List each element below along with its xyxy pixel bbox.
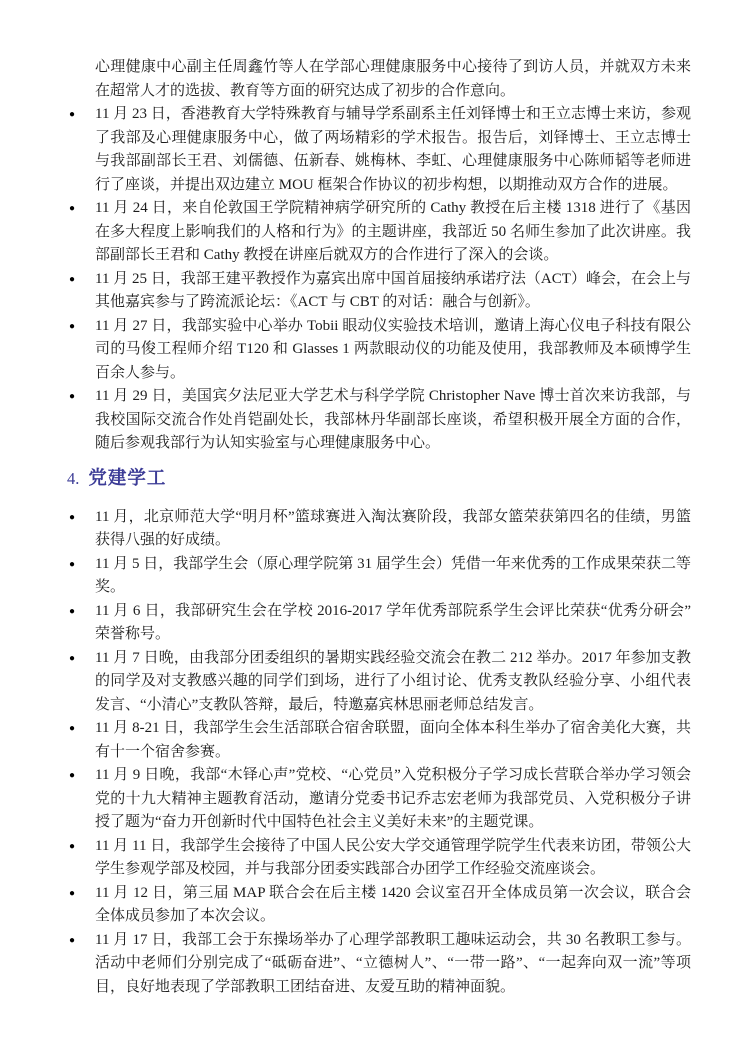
events-list-party [95, 506, 691, 1000]
event-item: ● 11 月 25 日，我部王建平教授作为嘉宾出席中国首届接纳承诺疗法（ACT）峰会，在会上与其他嘉宾参与了跨流派论坛：《ACT 与 CBT 的对话：融合与创新》。 [95, 268, 691, 315]
event-item: ● 11 月 12 日，第三届 MAP 联合会在后主楼 1420 会议室召开全体成员第一次会议，联合会全体成员参加了本次会议。 [95, 882, 691, 929]
events-list-top [95, 103, 691, 456]
paragraph-continuation: 心理健康中心副主任周鑫竹等人在学部心理健康服务中心接待了到访人员，并就双方未来在超常人才的选拔、教育等方面的研究达成了初步的合作意向。 [95, 59, 691, 99]
event-item: ● 11 月 8-21 日，我部学生会生活部联合宿舍联盟，面向全体本科生举办了宿舍美化大赛，共有十一个宿舍参赛。 [95, 717, 691, 764]
section-number: 4. [67, 468, 80, 488]
event-item: ● 11 月 9 日晚，我部“木铎心声”党校、“心党员”入党积极分子学习成长营联合举办学习领会党的十九大精神主题教育活动，邀请分党委书记乔志宏老师为我部党员、入党积极分子讲授了题为“奋力开创新时代中国特色社会主义美好未来”的主题党课。 [95, 764, 691, 835]
event-item: ● 11 月，北京师范大学“明月杯”篮球赛进入淘汰赛阶段，我部女篮荣获第四名的佳绩，男篮获得八强的好成绩。 [95, 506, 691, 553]
event-item: ● 11 月 23 日，香港教育大学特殊教育与辅导学系副系主任刘铎博士和王立志博士来访，参观了我部及心理健康服务中心，做了两场精彩的学术报告。报告后，刘铎博士、王立志博士与我部副部长王君、刘儒德、伍新春、姚梅林、李虹、心理健康服务中心陈师韬等老师进行了座谈，并提出双边建立 MOU 框架合作协议的初步构想，以期推动双方合作的进展。 [95, 103, 691, 197]
event-item: ● 11 月 29 日，美国宾夕法尼亚大学艺术与科学学院 Christopher Nave 博士首次来访我部，与我校国际交流合作处肖铠副处长，我部林丹华副部长座谈，希望积极开展全方面的合作，随后参观我部行为认知实验室与心理健康服务中心。 [95, 385, 691, 456]
section-title: 党建学工 [88, 466, 167, 488]
event-item: ● 11 月 11 日，我部学生会接待了中国人民公安大学交通管理学院学生代表来访团，带领公大学生参观学部及校园，并与我部分团委实践部合办团学工作经验交流座谈会。 [95, 835, 691, 882]
event-item: ● 11 月 24 日，来自伦敦国王学院精神病学研究所的 Cathy 教授在后主楼 1318 进行了《基因在多大程度上影响我们的人格和行为》的主题讲座，我部近 50 名师生参加了此次讲座。我部副部长王君和 Cathy 教授在讲座后就双方的合作进行了深入的会谈。 [95, 197, 691, 268]
event-item: ● 11 月 7 日晚，由我部分团委组织的暑期实践经验交流会在教二 212 举办。2017 年参加支教的同学及对支教感兴趣的同学们到场，进行了小组讨论、优秀支教队经验分享、小组代表发言、“小清心”支教队答辩，最后，特邀嘉宾林思丽老师总结发言。 [95, 647, 691, 718]
event-item: ● 11 月 17 日，我部工会于东操场举办了心理学部教职工趣味运动会，共 30 名教职工参与。活动中老师们分别完成了“砥砺奋进”、“立德树人”、“一带一路”、“一起奔向双一流”等项目，良好地表现了学部教职工团结奋进、友爱互助的精神面貌。 [95, 929, 691, 1000]
event-item: ● 11 月 5 日，我部学生会（原心理学院第 31 届学生会）凭借一年来优秀的工作成果荣获二等奖。 [95, 553, 691, 600]
event-item: ● 11 月 27 日，我部实验中心举办 Tobii 眼动仪实验技术培训，邀请上海心仪电子科技有限公司的马俊工程师介绍 T120 和 Glasses 1 两款眼动仪的功能及使用，我部教师及本硕博学生百余人参与。 [95, 315, 691, 386]
section-heading [67, 464, 691, 492]
event-item: ● 11 月 6 日，我部研究生会在学校 2016-2017 学年优秀部院系学生会评比荣获“优秀分研会”荣誉称号。 [95, 600, 691, 647]
